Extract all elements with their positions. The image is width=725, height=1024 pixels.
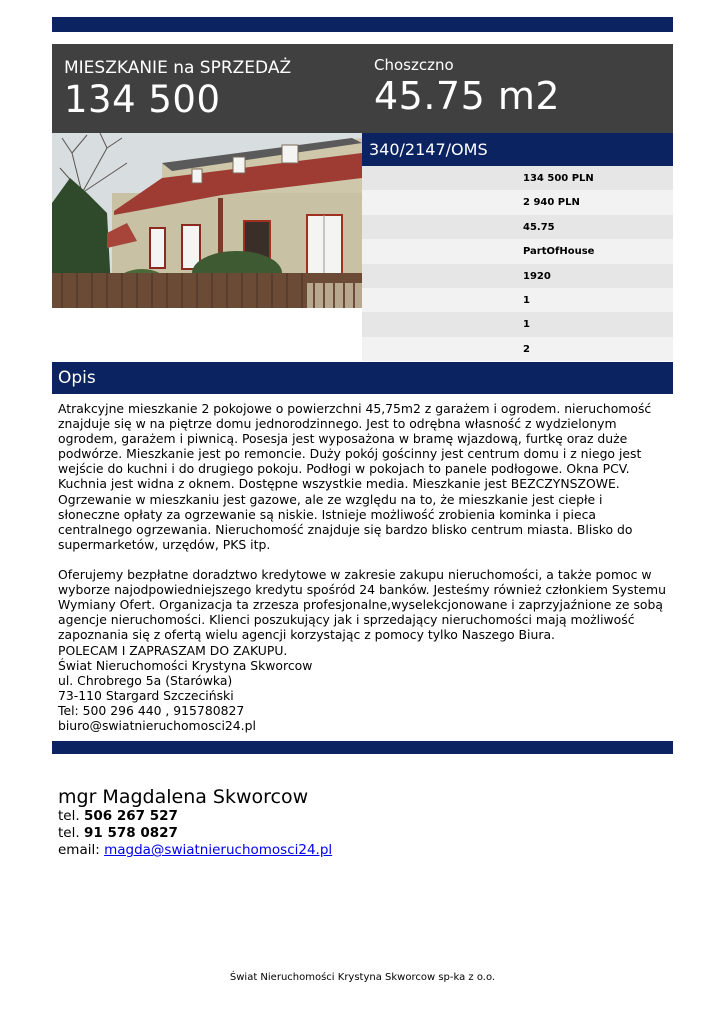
spec-row [362,312,673,336]
description-text: Atrakcyjne mieszkanie 2 pokojowe o powierzchni 45,75m2 z garażem i ogrodem. nieruchomość znajduje się w na piętrze domu jednorodzinnego. Jest to odrębna własność z wydzielonym ogrodem, garażem i piwnicą. Posesja jest wyposażona w bramę wjazdową, furtkę oraz duże podwórze. Mieszkanie jest po remoncie. Duży pokój gościnny jest centrum domu i z niego jest wejście do kuchni i do drugiego pokoju. Podłogi w pokojach to panele podłogowe. Okna PCV. Kuchnia jest widna z oknem. Dostępne wszystkie media. Mieszkanie jest BEZCZYNSZOWE. Ogrzewanie w mieszkaniu jest gazowe, ale ze względu na to, że mieszkanie jest ciepłe i słoneczne opłaty za ogrzewanie są niskie. Istnieje możliwość zrobienia kominka i pieca centralnego ogrzewania. Nieruchomość znajduje się bardzo blisko centrum miasta. Blisko do supermarketów, urzędów, PKS itp. Oferujemy bezpłatne doradztwo kredytowe w zakresie zakupu nieruchomości, a także pomoc w wyborze najodpowiedniejszego kredytu spośród 24 banków. Jesteśmy również członkiem Systemu Wymiany Ofert. Organizacja ta zrzesza profesjonalne,wyselekcjonowane i zaprzyjaźnione ze sobą agencje nieruchomości. Klienci poszukujący jak i sprzedający nieruchomości mają możliwość zapoznania się z ofertą wielu agencji korzystając z pomocy tylko Naszego Biura. POLECAM I ZAPRASZAM DO ZAKUPU. Świat Nieruchomości Krystyna Skworcow ul. Chrobrego 5a (Starówka) 73-110 Stargard Szczeciński Tel: 500 296 440 , 915780827 biuro@swiatnieruchomosci24.pl [58,401,666,733]
phone-label: tel. [58,808,80,824]
listing-id-bar [362,133,673,166]
agent-name: mgr Magdalena Skworcow [58,786,309,808]
agent-email-line [58,842,332,859]
email-label: email: [58,842,100,858]
agent-phone-2: 91 578 0827 [83,825,178,841]
agent-contact [58,786,332,859]
spec-value: PartOfHouse [523,246,595,258]
spec-value: 1920 [523,270,551,282]
spec-row [362,215,673,239]
agent-phone-2-line [58,825,332,842]
listing-area: 45.75 m2 [374,74,561,118]
agent-phone-1-line [58,808,332,825]
spec-row [362,337,673,361]
property-photo [52,133,362,308]
listing-id: 340/2147/OMS [369,140,488,159]
top-accent-bar [52,17,673,32]
spec-value: 1 [523,294,530,306]
spec-row [362,166,673,190]
spec-row [362,264,673,288]
description-heading: Opis [58,368,96,388]
footer-company: Świat Nieruchomości Krystyna Skworcow sp-ka z o.o. [229,972,496,983]
spec-value: 2 940 PLN [523,197,580,209]
agent-phone-1: 506 267 527 [83,808,178,824]
divider-bar [52,741,673,754]
listing-city: Choszczno [374,56,454,74]
spec-value: 134 500 PLN [523,173,594,184]
spec-value: 1 [523,319,530,331]
spec-row [362,190,673,214]
spec-value: 2 [523,343,530,355]
spec-value: 45.75 [523,221,555,233]
listing-header [52,44,673,133]
agent-email-link[interactable]: magda@swiatnieruchomosci24.pl [104,842,333,858]
spec-row [362,239,673,263]
phone-label: tel. [58,825,80,841]
spec-table [362,166,673,361]
description-heading-bar [52,362,673,394]
listing-price: 134 500 [64,78,221,121]
spec-row [362,288,673,312]
listing-type: MIESZKANIE na SPRZEDAŻ [64,58,292,78]
